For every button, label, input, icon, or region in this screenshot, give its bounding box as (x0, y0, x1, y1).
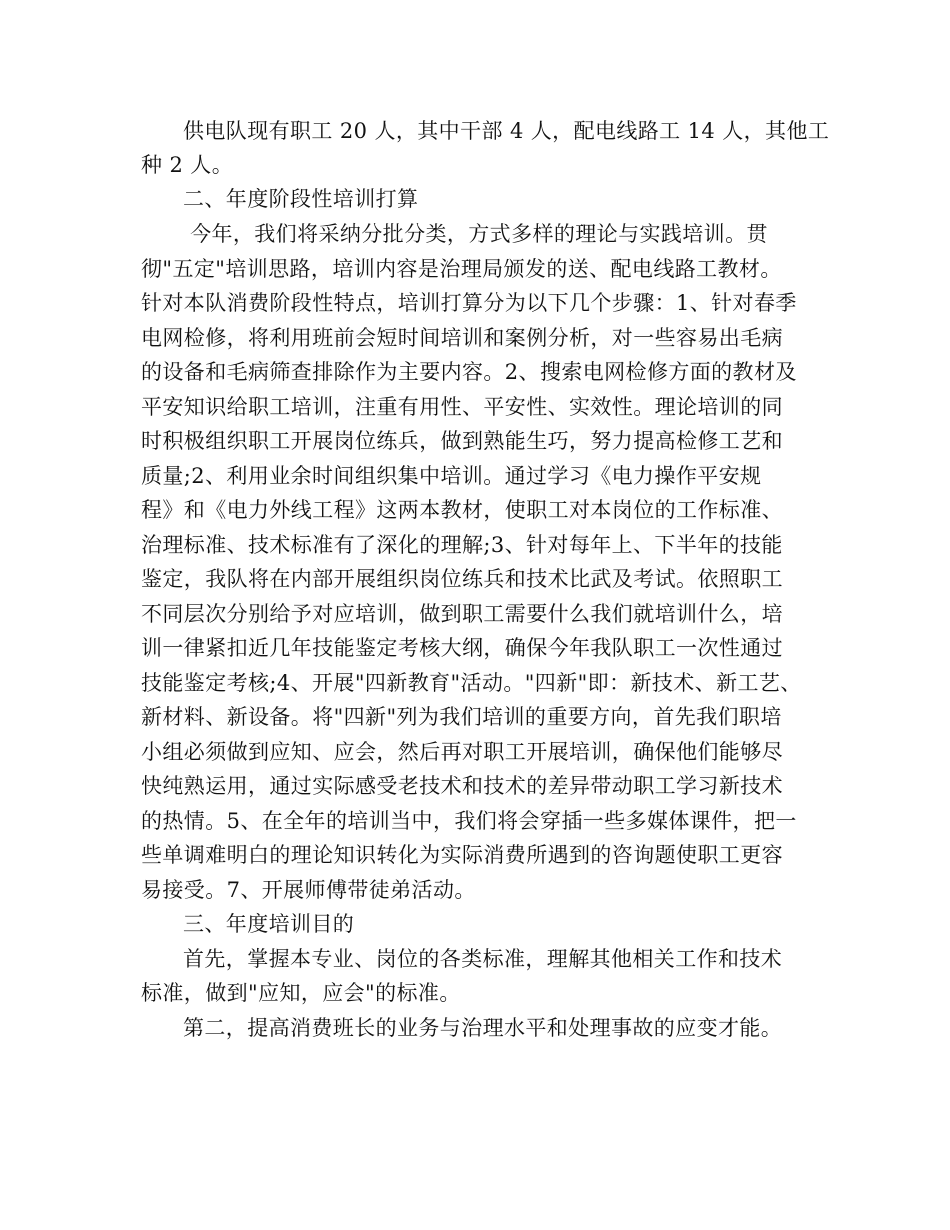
section-heading-2: 二、年度阶段性培训打算 (183, 187, 419, 211)
paragraph-2-line-12: 不同层次分别给予对应培训，做到职工需要什么我们就培训什么，培 (141, 602, 783, 626)
paragraph-2-line-19: 些单调难明白的理论知识转化为实际消费所遇到的咨询题使职工更容 (141, 843, 783, 867)
paragraph-3-line-1: 首先，掌握本专业、岗位的各类标准，理解其他相关工作和技术 (183, 947, 783, 971)
paragraph-2-line-4: 电网检修，将利用班前会短时间培训和案例分析，对一些容易出毛病 (141, 326, 783, 350)
paragraph-2-line-6: 平安知识给职工培训，注重有用性、平安性、实效性。理论培训的同 (141, 395, 783, 419)
paragraph-2-line-1: 今年，我们将采纳分批分类，方式多样的理论与实践培训。贯 (183, 222, 768, 246)
paragraph-2-line-10: 治理标准、技术标准有了深化的理解;3、针对每年上、下半年的技能 (141, 533, 783, 557)
paragraph-2-line-14: 技能鉴定考核;4、开展"四新教育"活动。"四新"即：新技术、新工艺、 (141, 671, 802, 695)
paragraph-2-line-16: 小组必须做到应知、应会，然后再对职工开展培训，确保他们能够尽 (141, 740, 783, 764)
paragraph-2-line-11: 鉴定，我队将在内部开展组织岗位练兵和技术比武及考试。依照职工 (141, 567, 783, 591)
paragraph-1-line-1: 供电队现有职工 20 人，其中干部 4 人，配电线路工 14 人，其他工 (183, 119, 830, 143)
paragraph-3-line-2: 标准，做到"应知，应会"的标准。 (141, 981, 461, 1005)
paragraph-2-line-2: 彻"五定"培训思路，培训内容是治理局颁发的送、配电线路工教材。 (141, 257, 782, 281)
paragraph-1-line-2: 种 2 人。 (141, 153, 234, 177)
paragraph-2-line-8: 质量;2、利用业余时间组织集中培训。通过学习《电力操作平安规 (141, 464, 762, 488)
paragraph-2-line-18: 的热情。5、在全年的培训当中，我们将会穿插一些多媒体课件，把一 (141, 809, 797, 833)
paragraph-2-line-15: 新材料、新设备。将"四新"列为我们培训的重要方向，首先我们职培 (141, 705, 782, 729)
paragraph-2-line-17: 快纯熟运用，通过实际感受老技术和技术的差异带动职工学习新技术 (141, 774, 783, 798)
paragraph-2-line-3: 针对本队消费阶段性特点，培训打算分为以下几个步骤：1、针对春季 (141, 291, 797, 315)
paragraph-2-line-9: 程》和《电力外线工程》这两本教材，使职工对本岗位的工作标准、 (141, 498, 783, 522)
section-heading-3: 三、年度培训目的 (183, 912, 355, 936)
paragraph-2-line-20: 易接受。7、开展师傅带徒弟活动。 (141, 878, 476, 902)
paragraph-2-line-13: 训一律紧扣近几年技能鉴定考核大纲，确保今年我队职工一次性通过 (141, 636, 783, 660)
paragraph-4-line-1: 第二，提高消费班长的业务与治理水平和处理事故的应变才能。 (183, 1016, 783, 1040)
paragraph-2-line-5: 的设备和毛病筛查排除作为主要内容。2、搜索电网检修方面的教材及 (141, 360, 797, 384)
paragraph-2-line-7: 时积极组织职工开展岗位练兵，做到熟能生巧，努力提高检修工艺和 (141, 429, 783, 453)
